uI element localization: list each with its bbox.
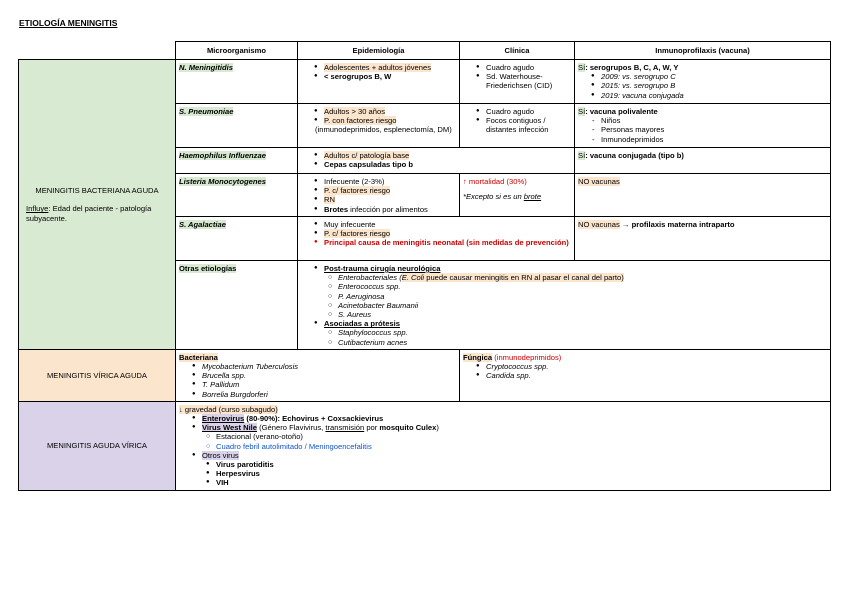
- otras-cell: ● Post-trauma cirugía neurológica ○ Enterobacteriales (E. Coli puede causar meningitis en RN al pasar el canal del parto) ○ Enterococcus spp. ○ P. Aeruginosa ○ Acinetobacter Baumanii ○ S. Aureus ● Asociadas a prótesis ○ Staphylococcus spp. ○ Cutibacterium acnes: [298, 261, 831, 350]
- micro-cell: Listeria Monocytogenes: [176, 174, 298, 217]
- row-aguda-virica: [19, 401, 831, 490]
- document-title: ETIOLOGÍA MENINGITIS: [19, 18, 118, 28]
- header-row: [19, 42, 831, 60]
- vac-cell: NO vacunas: [575, 174, 831, 217]
- vac-cell: Sí: vacuna polivalente - Niños - Personas mayores - Inmunodeprimidos: [575, 104, 831, 148]
- epi-cell: ● Adultos c/ patología base ● Cepas capsuladas tipo b: [298, 148, 575, 174]
- section-viral-aguda: [19, 349, 176, 401]
- epi-cell: ● Adultos > 30 años ● P. con factores riesgo (inmunodeprimidos, esplenectomía, DM): [298, 104, 460, 148]
- aguda-virica-cell: ↓ gravedad (curso subagudo) ● Enterovirus (80-90%): Echovirus + Coxsackievirus ● Virus West Nile (Género Flavivirus, transmisión por mosquito Culex) ○ Estacional (verano-otoño) ○ Cuadro febril autolimitado / Meningoencefalitis ● Otros virus ● Virus parotiditis ● Herpesvirus ● VIH: [176, 401, 831, 490]
- section-aguda-virica-title: MENINGITIS AGUDA VÍRICA: [46, 441, 147, 451]
- section-bacterial-title: MENINGITIS BACTERIANA AGUDA: [35, 186, 159, 196]
- header-epidemiologia: Epidemiología: [298, 42, 460, 60]
- bacteriana-cell: Bacteriana ● Mycobacterium Tuberculosis ● Brucella spp. ● T. Pallidum ● Borrelia Burgdorferi: [176, 349, 460, 401]
- epi-cell: ● Muy infecuente ● P. c/ factores riesgo ● Principal causa de meningitis neonatal (sin medidas de prevención): [298, 217, 575, 261]
- section-bacterial: [19, 60, 176, 350]
- vac-cell: Sí: serogrupos B, C, A, W, Y ● 2009: vs. serogrupo C ● 2015: vs. serogrupo B ● 2019: vacuna conjugada: [575, 60, 831, 104]
- vac-cell: Sí: vacuna conjugada (tipo b): [575, 148, 831, 174]
- header-inmunoprofilaxis: Inmunoprofilaxis (vacuna): [575, 42, 831, 60]
- micro-cell: N. Meningitidis: [176, 60, 298, 104]
- micro-cell: Otras etiologías: [176, 261, 298, 350]
- row-n-meningitidis: [19, 60, 831, 104]
- etiology-table: [18, 41, 831, 491]
- micro-cell: S. Pneumoniae: [176, 104, 298, 148]
- row-viral-aguda: [19, 349, 831, 401]
- header-microorganismo: Microorganismo: [176, 42, 298, 60]
- epi-cell: ● Adolescentes + adultos jóvenes ● < serogrupos B, W: [298, 60, 460, 104]
- micro-cell: S. Agalactiae: [176, 217, 298, 261]
- cli-cell: ● Cuadro agudo ● Focos contiguos / distantes infección: [460, 104, 575, 148]
- header-empty: [19, 42, 176, 60]
- epi-cell: ● Infecuente (2-3%) ● P. c/ factores riesgo ● RN ● Brotes infección por alimentos: [298, 174, 460, 217]
- micro-cell: Haemophilus Influenzae: [176, 148, 298, 174]
- section-viral-aguda-title: MENINGITIS VÍRICA AGUDA: [46, 370, 147, 380]
- vac-cell: NO vacunas → profilaxis materna intraparto: [575, 217, 831, 261]
- header-clinica: Clínica: [460, 42, 575, 60]
- cli-cell: ↑ mortalidad (30%) *Excepto si es un brote: [460, 174, 575, 217]
- fungica-cell: Fúngica (inmunodeprimidos) ● Cryptococcus spp. ● Candida spp.: [460, 349, 831, 401]
- section-bacterial-influye: Influye: Edad del paciente - patología subyacente.: [26, 204, 152, 223]
- cli-cell: ● Cuadro agudo ● Sd. Waterhouse-Friederichsen (CID): [460, 60, 575, 104]
- section-aguda-virica: [19, 401, 176, 490]
